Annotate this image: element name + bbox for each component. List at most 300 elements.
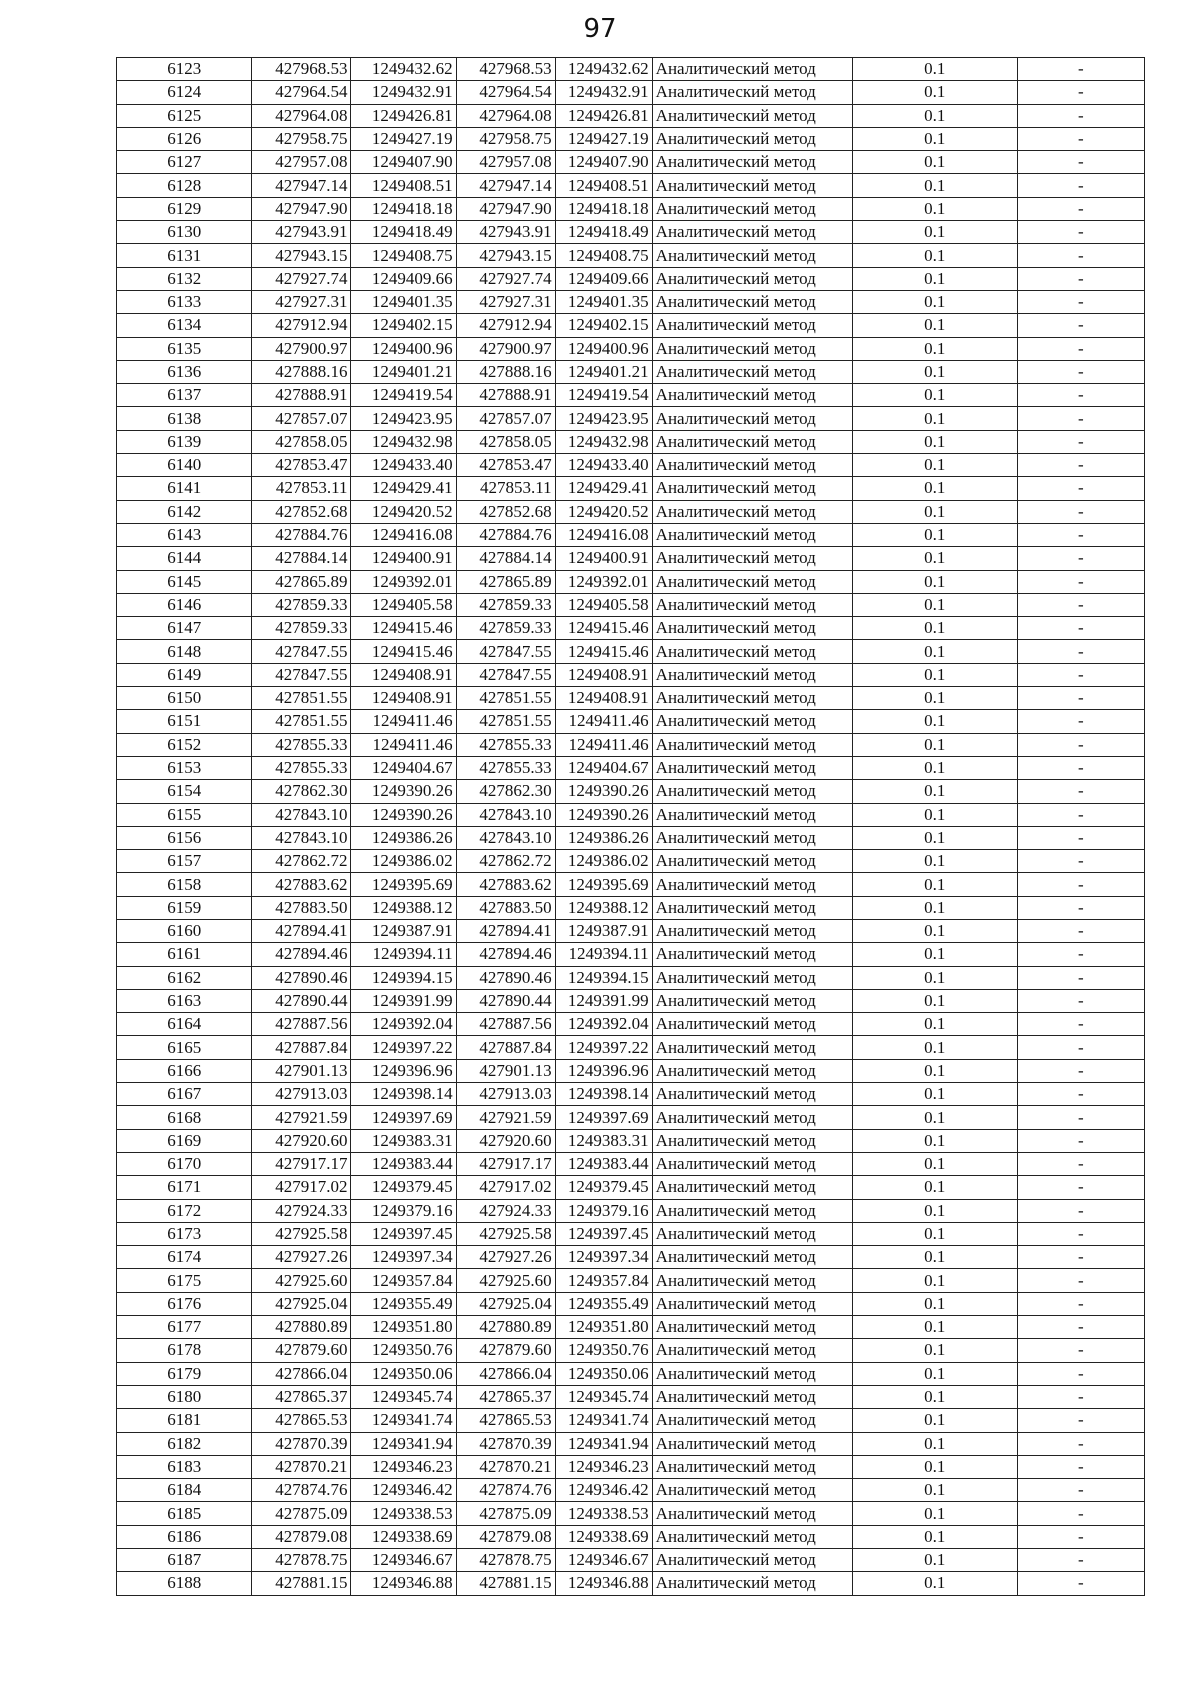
table-row bbox=[117, 81, 1145, 104]
point-number-cell: 6158 bbox=[117, 873, 252, 896]
point-number-cell: 6159 bbox=[117, 896, 252, 919]
dash-cell: - bbox=[1017, 430, 1144, 453]
x-new-cell: 427878.75 bbox=[456, 1549, 555, 1572]
y-existing-cell: 1249408.51 bbox=[351, 174, 456, 197]
point-number-cell: 6133 bbox=[117, 290, 252, 313]
point-number-cell: 6181 bbox=[117, 1409, 252, 1432]
dash-cell: - bbox=[1017, 663, 1144, 686]
point-number-cell: 6130 bbox=[117, 221, 252, 244]
x-new-cell: 427874.76 bbox=[456, 1479, 555, 1502]
y-existing-cell: 1249432.98 bbox=[351, 430, 456, 453]
table-row bbox=[117, 1269, 1145, 1292]
accuracy-cell: 0.1 bbox=[852, 1339, 1017, 1362]
y-new-cell: 1249433.40 bbox=[555, 454, 652, 477]
method-cell: Аналитический метод bbox=[652, 919, 852, 942]
dash-cell: - bbox=[1017, 1479, 1144, 1502]
y-new-cell: 1249338.53 bbox=[555, 1502, 652, 1525]
x-new-cell: 427843.10 bbox=[456, 803, 555, 826]
table-row bbox=[117, 640, 1145, 663]
accuracy-cell: 0.1 bbox=[852, 407, 1017, 430]
y-new-cell: 1249418.49 bbox=[555, 221, 652, 244]
x-new-cell: 427920.60 bbox=[456, 1129, 555, 1152]
accuracy-cell: 0.1 bbox=[852, 663, 1017, 686]
y-new-cell: 1249404.67 bbox=[555, 756, 652, 779]
point-number-cell: 6161 bbox=[117, 943, 252, 966]
x-existing-cell: 427920.60 bbox=[252, 1129, 351, 1152]
point-number-cell: 6188 bbox=[117, 1572, 252, 1595]
method-cell: Аналитический метод bbox=[652, 1455, 852, 1478]
point-number-cell: 6146 bbox=[117, 593, 252, 616]
x-existing-cell: 427883.62 bbox=[252, 873, 351, 896]
dash-cell: - bbox=[1017, 500, 1144, 523]
x-existing-cell: 427865.37 bbox=[252, 1385, 351, 1408]
y-new-cell: 1249408.51 bbox=[555, 174, 652, 197]
x-new-cell: 427913.03 bbox=[456, 1083, 555, 1106]
dash-cell: - bbox=[1017, 384, 1144, 407]
accuracy-cell: 0.1 bbox=[852, 174, 1017, 197]
y-existing-cell: 1249418.49 bbox=[351, 221, 456, 244]
y-new-cell: 1249432.91 bbox=[555, 81, 652, 104]
y-existing-cell: 1249408.91 bbox=[351, 663, 456, 686]
dash-cell: - bbox=[1017, 58, 1144, 81]
table-row bbox=[117, 267, 1145, 290]
table-row bbox=[117, 547, 1145, 570]
x-existing-cell: 427884.76 bbox=[252, 523, 351, 546]
x-existing-cell: 427964.08 bbox=[252, 104, 351, 127]
y-new-cell: 1249392.04 bbox=[555, 1013, 652, 1036]
y-existing-cell: 1249386.02 bbox=[351, 850, 456, 873]
accuracy-cell: 0.1 bbox=[852, 780, 1017, 803]
point-number-cell: 6176 bbox=[117, 1292, 252, 1315]
x-new-cell: 427927.74 bbox=[456, 267, 555, 290]
dash-cell: - bbox=[1017, 873, 1144, 896]
method-cell: Аналитический метод bbox=[652, 593, 852, 616]
point-number-cell: 6132 bbox=[117, 267, 252, 290]
dash-cell: - bbox=[1017, 733, 1144, 756]
x-new-cell: 427870.39 bbox=[456, 1432, 555, 1455]
accuracy-cell: 0.1 bbox=[852, 1176, 1017, 1199]
point-number-cell: 6140 bbox=[117, 454, 252, 477]
point-number-cell: 6156 bbox=[117, 826, 252, 849]
x-existing-cell: 427925.58 bbox=[252, 1222, 351, 1245]
method-cell: Аналитический метод bbox=[652, 1572, 852, 1595]
dash-cell: - bbox=[1017, 1176, 1144, 1199]
method-cell: Аналитический метод bbox=[652, 1083, 852, 1106]
accuracy-cell: 0.1 bbox=[852, 290, 1017, 313]
y-new-cell: 1249386.02 bbox=[555, 850, 652, 873]
y-new-cell: 1249401.35 bbox=[555, 290, 652, 313]
y-existing-cell: 1249394.15 bbox=[351, 966, 456, 989]
table-row bbox=[117, 500, 1145, 523]
y-existing-cell: 1249415.46 bbox=[351, 617, 456, 640]
accuracy-cell: 0.1 bbox=[852, 617, 1017, 640]
method-cell: Аналитический метод bbox=[652, 1362, 852, 1385]
x-new-cell: 427890.46 bbox=[456, 966, 555, 989]
method-cell: Аналитический метод bbox=[652, 733, 852, 756]
table-row bbox=[117, 523, 1145, 546]
table-row bbox=[117, 617, 1145, 640]
point-number-cell: 6169 bbox=[117, 1129, 252, 1152]
x-existing-cell: 427852.68 bbox=[252, 500, 351, 523]
accuracy-cell: 0.1 bbox=[852, 1083, 1017, 1106]
x-existing-cell: 427947.14 bbox=[252, 174, 351, 197]
table-row bbox=[117, 384, 1145, 407]
point-number-cell: 6155 bbox=[117, 803, 252, 826]
accuracy-cell: 0.1 bbox=[852, 1106, 1017, 1129]
dash-cell: - bbox=[1017, 1385, 1144, 1408]
point-number-cell: 6135 bbox=[117, 337, 252, 360]
x-new-cell: 427884.14 bbox=[456, 547, 555, 570]
dash-cell: - bbox=[1017, 1409, 1144, 1432]
table-row bbox=[117, 1176, 1145, 1199]
table-row bbox=[117, 244, 1145, 267]
y-new-cell: 1249432.98 bbox=[555, 430, 652, 453]
dash-cell: - bbox=[1017, 1292, 1144, 1315]
y-existing-cell: 1249408.75 bbox=[351, 244, 456, 267]
x-existing-cell: 427925.04 bbox=[252, 1292, 351, 1315]
table-row bbox=[117, 1083, 1145, 1106]
method-cell: Аналитический метод bbox=[652, 500, 852, 523]
point-number-cell: 6173 bbox=[117, 1222, 252, 1245]
x-new-cell: 427857.07 bbox=[456, 407, 555, 430]
method-cell: Аналитический метод bbox=[652, 570, 852, 593]
y-existing-cell: 1249397.69 bbox=[351, 1106, 456, 1129]
x-new-cell: 427947.90 bbox=[456, 197, 555, 220]
point-number-cell: 6183 bbox=[117, 1455, 252, 1478]
accuracy-cell: 0.1 bbox=[852, 1199, 1017, 1222]
table-row bbox=[117, 1409, 1145, 1432]
table-row bbox=[117, 174, 1145, 197]
method-cell: Аналитический метод bbox=[652, 1339, 852, 1362]
point-number-cell: 6153 bbox=[117, 756, 252, 779]
method-cell: Аналитический метод bbox=[652, 407, 852, 430]
y-existing-cell: 1249351.80 bbox=[351, 1316, 456, 1339]
y-existing-cell: 1249390.26 bbox=[351, 803, 456, 826]
y-existing-cell: 1249416.08 bbox=[351, 523, 456, 546]
y-existing-cell: 1249409.66 bbox=[351, 267, 456, 290]
point-number-cell: 6143 bbox=[117, 523, 252, 546]
accuracy-cell: 0.1 bbox=[852, 1549, 1017, 1572]
table-row bbox=[117, 407, 1145, 430]
accuracy-cell: 0.1 bbox=[852, 1246, 1017, 1269]
x-new-cell: 427925.58 bbox=[456, 1222, 555, 1245]
x-existing-cell: 427925.60 bbox=[252, 1269, 351, 1292]
table-row bbox=[117, 360, 1145, 383]
y-existing-cell: 1249346.67 bbox=[351, 1549, 456, 1572]
x-new-cell: 427862.30 bbox=[456, 780, 555, 803]
y-new-cell: 1249415.46 bbox=[555, 640, 652, 663]
y-existing-cell: 1249390.26 bbox=[351, 780, 456, 803]
y-new-cell: 1249420.52 bbox=[555, 500, 652, 523]
accuracy-cell: 0.1 bbox=[852, 384, 1017, 407]
y-new-cell: 1249400.96 bbox=[555, 337, 652, 360]
point-number-cell: 6125 bbox=[117, 104, 252, 127]
y-new-cell: 1249397.22 bbox=[555, 1036, 652, 1059]
method-cell: Аналитический метод bbox=[652, 803, 852, 826]
dash-cell: - bbox=[1017, 81, 1144, 104]
method-cell: Аналитический метод bbox=[652, 430, 852, 453]
y-new-cell: 1249432.62 bbox=[555, 58, 652, 81]
y-new-cell: 1249383.31 bbox=[555, 1129, 652, 1152]
y-existing-cell: 1249392.04 bbox=[351, 1013, 456, 1036]
x-existing-cell: 427912.94 bbox=[252, 314, 351, 337]
x-existing-cell: 427913.03 bbox=[252, 1083, 351, 1106]
dash-cell: - bbox=[1017, 617, 1144, 640]
x-existing-cell: 427943.15 bbox=[252, 244, 351, 267]
dash-cell: - bbox=[1017, 1269, 1144, 1292]
method-cell: Аналитический метод bbox=[652, 943, 852, 966]
y-existing-cell: 1249395.69 bbox=[351, 873, 456, 896]
y-existing-cell: 1249350.06 bbox=[351, 1362, 456, 1385]
point-number-cell: 6171 bbox=[117, 1176, 252, 1199]
y-existing-cell: 1249400.96 bbox=[351, 337, 456, 360]
method-cell: Аналитический метод bbox=[652, 663, 852, 686]
accuracy-cell: 0.1 bbox=[852, 1013, 1017, 1036]
y-new-cell: 1249350.06 bbox=[555, 1362, 652, 1385]
accuracy-cell: 0.1 bbox=[852, 1362, 1017, 1385]
accuracy-cell: 0.1 bbox=[852, 1409, 1017, 1432]
x-existing-cell: 427927.31 bbox=[252, 290, 351, 313]
accuracy-cell: 0.1 bbox=[852, 1269, 1017, 1292]
point-number-cell: 6148 bbox=[117, 640, 252, 663]
coordinates-table bbox=[116, 57, 1145, 1596]
y-new-cell: 1249405.58 bbox=[555, 593, 652, 616]
method-cell: Аналитический метод bbox=[652, 290, 852, 313]
y-existing-cell: 1249338.53 bbox=[351, 1502, 456, 1525]
y-new-cell: 1249390.26 bbox=[555, 803, 652, 826]
point-number-cell: 6150 bbox=[117, 687, 252, 710]
table-row bbox=[117, 1572, 1145, 1595]
point-number-cell: 6170 bbox=[117, 1152, 252, 1175]
table-row bbox=[117, 1246, 1145, 1269]
dash-cell: - bbox=[1017, 477, 1144, 500]
point-number-cell: 6139 bbox=[117, 430, 252, 453]
point-number-cell: 6186 bbox=[117, 1525, 252, 1548]
x-new-cell: 427890.44 bbox=[456, 989, 555, 1012]
method-cell: Аналитический метод bbox=[652, 1199, 852, 1222]
dash-cell: - bbox=[1017, 174, 1144, 197]
dash-cell: - bbox=[1017, 803, 1144, 826]
y-new-cell: 1249426.81 bbox=[555, 104, 652, 127]
y-existing-cell: 1249383.44 bbox=[351, 1152, 456, 1175]
x-existing-cell: 427927.26 bbox=[252, 1246, 351, 1269]
dash-cell: - bbox=[1017, 1036, 1144, 1059]
method-cell: Аналитический метод bbox=[652, 197, 852, 220]
dash-cell: - bbox=[1017, 1083, 1144, 1106]
dash-cell: - bbox=[1017, 943, 1144, 966]
x-existing-cell: 427858.05 bbox=[252, 430, 351, 453]
accuracy-cell: 0.1 bbox=[852, 873, 1017, 896]
x-new-cell: 427917.02 bbox=[456, 1176, 555, 1199]
method-cell: Аналитический метод bbox=[652, 81, 852, 104]
x-existing-cell: 427855.33 bbox=[252, 756, 351, 779]
y-new-cell: 1249345.74 bbox=[555, 1385, 652, 1408]
dash-cell: - bbox=[1017, 104, 1144, 127]
accuracy-cell: 0.1 bbox=[852, 127, 1017, 150]
table-row bbox=[117, 430, 1145, 453]
point-number-cell: 6165 bbox=[117, 1036, 252, 1059]
table-row bbox=[117, 197, 1145, 220]
y-new-cell: 1249411.46 bbox=[555, 733, 652, 756]
x-existing-cell: 427964.54 bbox=[252, 81, 351, 104]
x-new-cell: 427870.21 bbox=[456, 1455, 555, 1478]
table-row bbox=[117, 1199, 1145, 1222]
method-cell: Аналитический метод bbox=[652, 523, 852, 546]
x-existing-cell: 427894.41 bbox=[252, 919, 351, 942]
x-new-cell: 427894.46 bbox=[456, 943, 555, 966]
table-row bbox=[117, 1316, 1145, 1339]
table-row bbox=[117, 1106, 1145, 1129]
x-existing-cell: 427880.89 bbox=[252, 1316, 351, 1339]
accuracy-cell: 0.1 bbox=[852, 337, 1017, 360]
method-cell: Аналитический метод bbox=[652, 1525, 852, 1548]
x-existing-cell: 427855.33 bbox=[252, 733, 351, 756]
point-number-cell: 6163 bbox=[117, 989, 252, 1012]
y-existing-cell: 1249379.45 bbox=[351, 1176, 456, 1199]
y-new-cell: 1249379.45 bbox=[555, 1176, 652, 1199]
x-existing-cell: 427859.33 bbox=[252, 617, 351, 640]
method-cell: Аналитический метод bbox=[652, 1292, 852, 1315]
dash-cell: - bbox=[1017, 687, 1144, 710]
accuracy-cell: 0.1 bbox=[852, 1129, 1017, 1152]
method-cell: Аналитический метод bbox=[652, 1502, 852, 1525]
method-cell: Аналитический метод bbox=[652, 127, 852, 150]
method-cell: Аналитический метод bbox=[652, 710, 852, 733]
y-existing-cell: 1249379.16 bbox=[351, 1199, 456, 1222]
x-new-cell: 427925.60 bbox=[456, 1269, 555, 1292]
accuracy-cell: 0.1 bbox=[852, 314, 1017, 337]
x-new-cell: 427862.72 bbox=[456, 850, 555, 873]
y-new-cell: 1249388.12 bbox=[555, 896, 652, 919]
point-number-cell: 6184 bbox=[117, 1479, 252, 1502]
method-cell: Аналитический метод bbox=[652, 1269, 852, 1292]
x-new-cell: 427901.13 bbox=[456, 1059, 555, 1082]
x-new-cell: 427881.15 bbox=[456, 1572, 555, 1595]
x-new-cell: 427888.91 bbox=[456, 384, 555, 407]
x-new-cell: 427943.91 bbox=[456, 221, 555, 244]
y-new-cell: 1249407.90 bbox=[555, 151, 652, 174]
y-existing-cell: 1249402.15 bbox=[351, 314, 456, 337]
x-new-cell: 427887.56 bbox=[456, 1013, 555, 1036]
y-new-cell: 1249429.41 bbox=[555, 477, 652, 500]
x-new-cell: 427847.55 bbox=[456, 663, 555, 686]
table-row bbox=[117, 290, 1145, 313]
table-row bbox=[117, 919, 1145, 942]
point-number-cell: 6152 bbox=[117, 733, 252, 756]
method-cell: Аналитический метод bbox=[652, 314, 852, 337]
table-row bbox=[117, 1222, 1145, 1245]
x-existing-cell: 427881.15 bbox=[252, 1572, 351, 1595]
y-new-cell: 1249391.99 bbox=[555, 989, 652, 1012]
y-new-cell: 1249419.54 bbox=[555, 384, 652, 407]
dash-cell: - bbox=[1017, 267, 1144, 290]
table-row bbox=[117, 570, 1145, 593]
method-cell: Аналитический метод bbox=[652, 267, 852, 290]
dash-cell: - bbox=[1017, 710, 1144, 733]
x-existing-cell: 427851.55 bbox=[252, 687, 351, 710]
y-existing-cell: 1249357.84 bbox=[351, 1269, 456, 1292]
x-existing-cell: 427843.10 bbox=[252, 826, 351, 849]
x-existing-cell: 427900.97 bbox=[252, 337, 351, 360]
page-number: 97 bbox=[583, 14, 617, 44]
x-existing-cell: 427853.11 bbox=[252, 477, 351, 500]
y-new-cell: 1249398.14 bbox=[555, 1083, 652, 1106]
table-row bbox=[117, 756, 1145, 779]
method-cell: Аналитический метод bbox=[652, 151, 852, 174]
x-new-cell: 427859.33 bbox=[456, 593, 555, 616]
point-number-cell: 6127 bbox=[117, 151, 252, 174]
x-existing-cell: 427843.10 bbox=[252, 803, 351, 826]
accuracy-cell: 0.1 bbox=[852, 733, 1017, 756]
accuracy-cell: 0.1 bbox=[852, 477, 1017, 500]
method-cell: Аналитический метод bbox=[652, 1246, 852, 1269]
dash-cell: - bbox=[1017, 1106, 1144, 1129]
x-new-cell: 427847.55 bbox=[456, 640, 555, 663]
x-new-cell: 427894.41 bbox=[456, 919, 555, 942]
x-new-cell: 427927.26 bbox=[456, 1246, 555, 1269]
accuracy-cell: 0.1 bbox=[852, 360, 1017, 383]
point-number-cell: 6182 bbox=[117, 1432, 252, 1455]
method-cell: Аналитический метод bbox=[652, 687, 852, 710]
y-new-cell: 1249346.42 bbox=[555, 1479, 652, 1502]
point-number-cell: 6144 bbox=[117, 547, 252, 570]
x-existing-cell: 427901.13 bbox=[252, 1059, 351, 1082]
x-new-cell: 427865.53 bbox=[456, 1409, 555, 1432]
coordinates-table-body bbox=[117, 58, 1145, 1596]
table-row bbox=[117, 733, 1145, 756]
table-row bbox=[117, 1013, 1145, 1036]
table-row bbox=[117, 1479, 1145, 1502]
point-number-cell: 6147 bbox=[117, 617, 252, 640]
y-existing-cell: 1249408.91 bbox=[351, 687, 456, 710]
y-new-cell: 1249408.75 bbox=[555, 244, 652, 267]
y-existing-cell: 1249387.91 bbox=[351, 919, 456, 942]
y-new-cell: 1249357.84 bbox=[555, 1269, 652, 1292]
table-row bbox=[117, 454, 1145, 477]
accuracy-cell: 0.1 bbox=[852, 1292, 1017, 1315]
dash-cell: - bbox=[1017, 407, 1144, 430]
dash-cell: - bbox=[1017, 850, 1144, 873]
y-existing-cell: 1249346.42 bbox=[351, 1479, 456, 1502]
dash-cell: - bbox=[1017, 221, 1144, 244]
accuracy-cell: 0.1 bbox=[852, 803, 1017, 826]
x-existing-cell: 427847.55 bbox=[252, 640, 351, 663]
y-new-cell: 1249395.69 bbox=[555, 873, 652, 896]
accuracy-cell: 0.1 bbox=[852, 570, 1017, 593]
table-row bbox=[117, 1292, 1145, 1315]
point-number-cell: 6151 bbox=[117, 710, 252, 733]
point-number-cell: 6142 bbox=[117, 500, 252, 523]
x-new-cell: 427957.08 bbox=[456, 151, 555, 174]
x-new-cell: 427865.89 bbox=[456, 570, 555, 593]
accuracy-cell: 0.1 bbox=[852, 710, 1017, 733]
y-new-cell: 1249346.88 bbox=[555, 1572, 652, 1595]
y-existing-cell: 1249415.46 bbox=[351, 640, 456, 663]
table-row bbox=[117, 966, 1145, 989]
accuracy-cell: 0.1 bbox=[852, 1432, 1017, 1455]
dash-cell: - bbox=[1017, 780, 1144, 803]
table-row bbox=[117, 710, 1145, 733]
accuracy-cell: 0.1 bbox=[852, 454, 1017, 477]
method-cell: Аналитический метод bbox=[652, 360, 852, 383]
y-new-cell: 1249400.91 bbox=[555, 547, 652, 570]
y-new-cell: 1249416.08 bbox=[555, 523, 652, 546]
y-new-cell: 1249411.46 bbox=[555, 710, 652, 733]
accuracy-cell: 0.1 bbox=[852, 81, 1017, 104]
x-existing-cell: 427865.53 bbox=[252, 1409, 351, 1432]
y-existing-cell: 1249383.31 bbox=[351, 1129, 456, 1152]
x-new-cell: 427925.04 bbox=[456, 1292, 555, 1315]
